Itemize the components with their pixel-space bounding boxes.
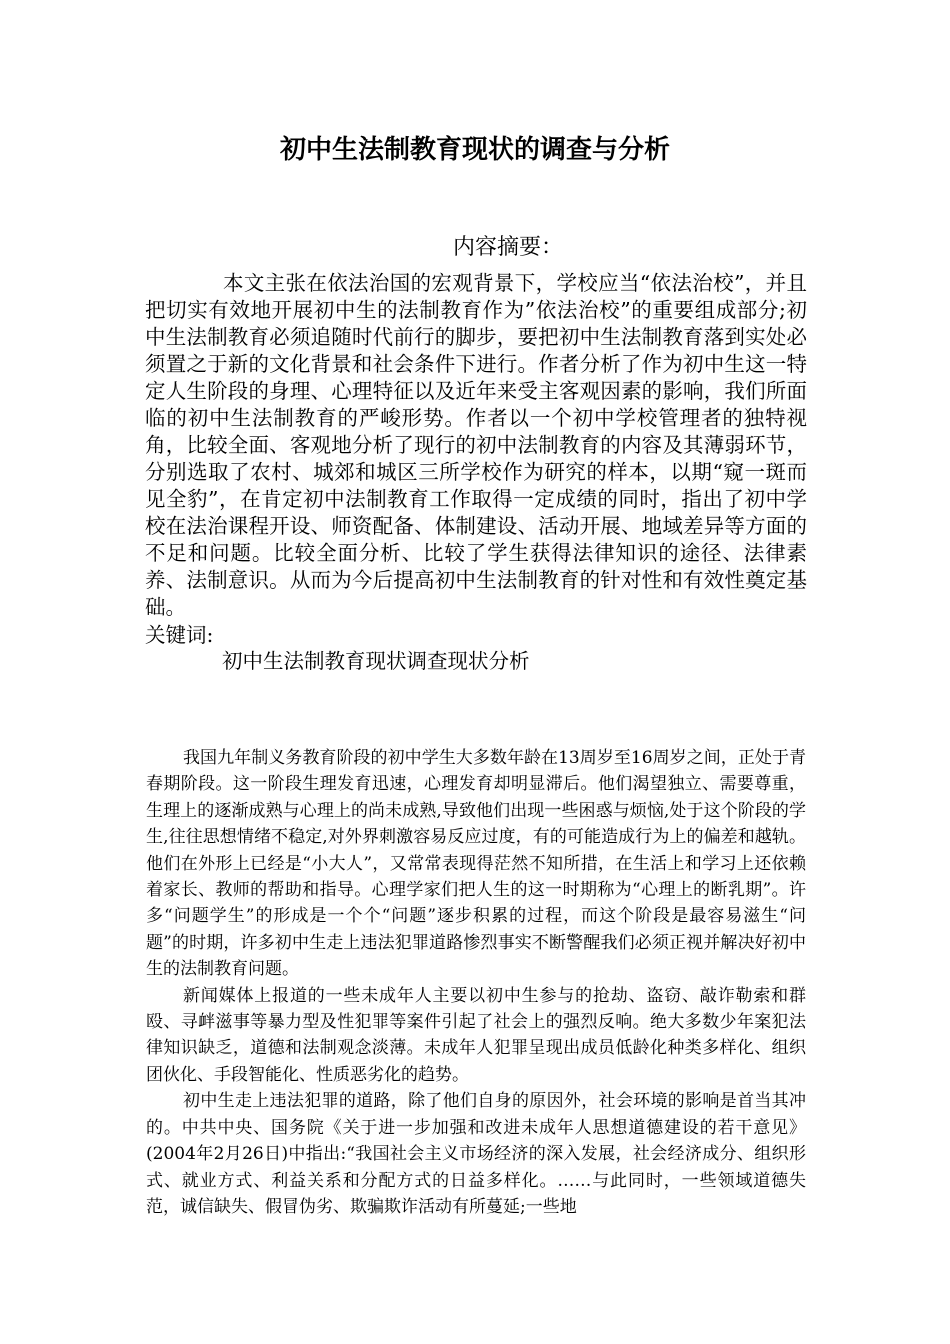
keywords-value: 初中生法制教育现状调查现状分析 <box>222 649 530 673</box>
body-paragraph: 新闻媒体上报道的一些未成年人主要以初中生参与的抢劫、盗窃、敲诈勒索和群殴、寻衅滋事等暴力型及性犯罪等案件引起了社会上的强烈反响。绝大多数少年案犯法律知识缺乏，道德和法制观念淡薄。未成年人犯罪呈现出成员低龄化种类多样化、组织团伙化、手段智能化、性质恶劣化的趋势。 <box>146 985 806 1085</box>
body-paragraph: 初中生走上违法犯罪的道路，除了他们自身的原因外，社会环境的影响是首当其冲的。中共中央、国务院《关于进一步加强和改进未成年人思想道德建设的若干意见》(2004年2月26日)中指出:“我国社会主义市场经济的深入发展，社会经济成分、组织形式、就业方式、利益关系和分配方式的日益多样化。……与此同时，一些领域道德失范，诚信缺失、假冒伪劣、欺骗欺诈活动有所蔓延;一些地 <box>146 1091 806 1217</box>
document-title: 初中生法制教育现状的调查与分析 <box>279 135 670 165</box>
body-text <box>146 745 806 1220</box>
keywords-label: 关键词: <box>145 623 214 647</box>
abstract-text: 本文主张在依法治国的宏观背景下，学校应当“依法治校”，并且把切实有效地开展初中生的法制教育作为”依法治校”的重要组成部分;初中生法制教育必须追随时代前行的脚步，要把初中生法制教育落到实处必须置之于新的文化背景和社会条件下进行。作者分析了作为初中生这一特定人生阶段的身理、心理特征以及近年来受主客观因素的影响，我们所面临的初中生法制教育的严峻形势。作者以一个初中学校管理者的独特视角，比较全面、客观地分析了现行的初中法制教育的内容及其薄弱环节，分别选取了农村、城郊和城区三所学校作为研究的样本，以期“窥一斑而见全豹”，在肯定初中法制教育工作取得一定成绩的同时，指出了初中学校在法治课程开设、师资配备、体制建设、活动开展、地域差异等方面的不足和问题。比较全面分析、比较了学生获得法律知识的途径、法律素养、法制意识。从而为今后提高初中生法制教育的针对性和有效性奠定基础。 <box>145 271 807 619</box>
body-paragraph: 我国九年制义务教育阶段的初中学生大多数年龄在13周岁至16周岁之间，正处于青春期阶段。这一阶段生理发育迅速，心理发育却明显滞后。他们渴望独立、需要尊重，生理上的逐渐成熟与心理上的尚未成熟,导致他们出现一些困惑与烦恼,处于这个阶段的学生,往往思想情绪不稳定,对外界刺激容易反应过度，有的可能造成行为上的偏差和越轨。他们在外形上已经是“小大人”，又常常表现得茫然不知所措，在生活上和学习上还依赖着家长、教师的帮助和指导。心理学家们把人生的这一时期称为“心理上的断乳期”。许多“问题学生”的形成是一个个“问题”逐步积累的过程，而这个阶段是最容易滋生“问题”的时期，许多初中生走上违法犯罪道路惨烈事实不断警醒我们必须正视并解决好初中生的法制教育问题。 <box>146 748 806 980</box>
abstract-heading: 内容摘要： <box>453 235 564 260</box>
